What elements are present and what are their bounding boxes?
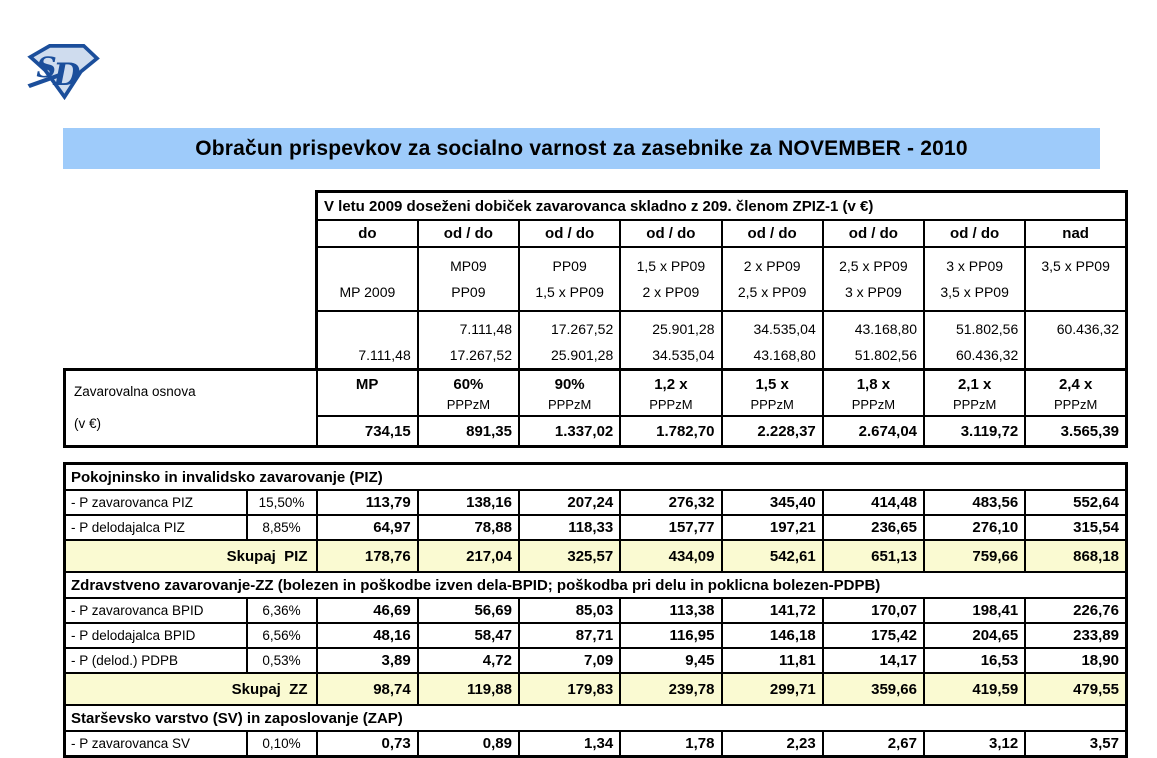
bound-top: 2,5 x PP09 xyxy=(839,258,908,274)
bound-bottom: PP09 xyxy=(451,284,486,300)
contrib-label: - P zavarovanca BPID xyxy=(65,598,247,623)
base-header-line2: PPPzM xyxy=(750,396,794,412)
base-label-line1: Zavarovalna osnova xyxy=(74,383,196,399)
bound-value-bottom: 34.535,04 xyxy=(652,347,715,363)
contrib-value: 9,45 xyxy=(620,648,721,673)
contrib-table-body xyxy=(65,464,1127,757)
base-header-line2: PPPzM xyxy=(851,396,896,412)
contrib-value: 276,32 xyxy=(620,490,721,515)
bound-cell xyxy=(418,247,519,311)
contrib-value: 87,71 xyxy=(519,623,620,648)
contrib-value: 146,18 xyxy=(722,623,823,648)
profit-header-row xyxy=(317,192,1127,221)
contrib-value: 14,17 xyxy=(823,648,924,673)
bound-cell xyxy=(317,247,418,311)
base-header-cell xyxy=(924,370,1025,417)
base-header-line2: PPPzM xyxy=(952,396,997,412)
bound-top xyxy=(320,253,415,279)
bound-row xyxy=(317,247,1127,311)
bound-value-cell xyxy=(620,311,721,374)
bound-value-cell xyxy=(1025,311,1126,374)
total-row xyxy=(65,673,1127,705)
bound-top: 3 x PP09 xyxy=(946,258,1004,274)
base-header-line1: 1,2 x xyxy=(654,375,688,393)
bound-bottom: 2,5 x PP09 xyxy=(737,284,807,300)
total-value: 542,61 xyxy=(722,540,823,572)
range-label-cell: od / do xyxy=(418,220,519,247)
bound-value-top: 51.802,56 xyxy=(955,321,1019,337)
total-value: 759,66 xyxy=(924,540,1025,572)
contrib-value: 1,34 xyxy=(519,731,620,757)
contrib-rate: 15,50% xyxy=(247,490,317,515)
bound-top: MP09 xyxy=(450,258,487,274)
section-header-row xyxy=(65,705,1127,731)
section-title: Pokojninsko in invalidsko zavarovanje (PIZ) xyxy=(65,464,1127,491)
total-value: 98,74 xyxy=(317,673,418,705)
contrib-value: 198,41 xyxy=(924,598,1025,623)
total-value: 651,13 xyxy=(823,540,924,572)
contrib-value: 483,56 xyxy=(924,490,1025,515)
total-value: 419,59 xyxy=(924,673,1025,705)
total-value: 239,78 xyxy=(620,673,721,705)
logo-letter-d: D xyxy=(53,57,81,94)
contrib-value: 16,53 xyxy=(924,648,1025,673)
section-header-row xyxy=(65,464,1127,491)
contrib-value: 197,21 xyxy=(722,515,823,540)
contrib-value: 2,23 xyxy=(722,731,823,757)
bound-cell xyxy=(722,247,823,311)
total-value: 325,57 xyxy=(519,540,620,572)
contrib-value: 11,81 xyxy=(722,648,823,673)
contrib-value: 4,72 xyxy=(418,648,519,673)
contrib-value: 236,65 xyxy=(823,515,924,540)
base-header-line2: PPPzM xyxy=(547,396,592,412)
contrib-value: 276,10 xyxy=(924,515,1025,540)
bound-bottom: 2 x PP09 xyxy=(642,284,700,300)
base-header-cell xyxy=(1025,370,1126,417)
contrib-value: 141,72 xyxy=(722,598,823,623)
range-label-cell: od / do xyxy=(924,220,1025,247)
contrib-value: 138,16 xyxy=(418,490,519,515)
base-label-cell xyxy=(65,370,317,447)
base-header-line2: PPPzM xyxy=(649,396,693,412)
contrib-value: 48,16 xyxy=(317,623,418,648)
contrib-value: 0,89 xyxy=(418,731,519,757)
logo-letter-s: S xyxy=(36,50,57,84)
section-title: Zdravstveno zavarovanje-ZZ (bolezen in poškodbe izven dela-BPID; poškodba pri delu in poklicna bolezen-PDPB) xyxy=(65,572,1127,598)
profit-table-body xyxy=(317,192,1127,374)
sd-logo xyxy=(26,42,100,100)
section-title: Starševsko varstvo (SV) in zaposlovanje (ZAP) xyxy=(65,705,1127,731)
bound-value-top: 60.436,32 xyxy=(1056,321,1119,337)
contrib-value: 113,38 xyxy=(620,598,721,623)
profit-table xyxy=(315,190,1128,375)
contrib-value: 46,69 xyxy=(317,598,418,623)
bound-cell xyxy=(519,247,620,311)
base-header-cell xyxy=(722,370,823,417)
contrib-value: 414,48 xyxy=(823,490,924,515)
bound-top: 1,5 x PP09 xyxy=(636,258,706,274)
base-header-line2: PPPzM xyxy=(446,396,491,412)
bound-value-top xyxy=(320,316,415,342)
base-header-line2: PPPzM xyxy=(1053,396,1098,412)
bound-value-bottom: 7.111,48 xyxy=(358,347,411,363)
bound-value-cell xyxy=(823,311,924,374)
contributions-table xyxy=(63,462,1128,758)
contrib-value: 56,69 xyxy=(418,598,519,623)
contrib-value: 2,67 xyxy=(823,731,924,757)
base-header-cell xyxy=(620,370,721,417)
total-value: 434,09 xyxy=(620,540,721,572)
contrib-rate: 8,85% xyxy=(247,515,317,540)
total-label: Skupaj PIZ xyxy=(65,540,317,572)
bound-value-cell xyxy=(519,311,620,374)
contrib-rate: 0,53% xyxy=(247,648,317,673)
base-header-cell xyxy=(823,370,924,417)
bound-top: 3,5 x PP09 xyxy=(1041,258,1110,274)
bound-bottom: 3,5 x PP09 xyxy=(940,284,1009,300)
bound-cell xyxy=(620,247,721,311)
contrib-value: 226,76 xyxy=(1025,598,1126,623)
range-label-cell: do xyxy=(317,220,418,247)
contrib-label: - P (delod.) PDPB xyxy=(65,648,247,673)
base-header-row xyxy=(65,370,1127,417)
base-value-cell: 1.337,02 xyxy=(519,416,620,447)
base-header-line1: 60% xyxy=(453,375,484,393)
base-header-line1: 1,8 x xyxy=(856,375,891,393)
contrib-value: 233,89 xyxy=(1025,623,1126,648)
title-banner xyxy=(63,128,1100,169)
contrib-row xyxy=(65,598,1127,623)
contrib-row xyxy=(65,648,1127,673)
contrib-value: 118,33 xyxy=(519,515,620,540)
contrib-value: 64,97 xyxy=(317,515,418,540)
contrib-value: 78,88 xyxy=(418,515,519,540)
contrib-value: 0,73 xyxy=(317,731,418,757)
base-value-cell: 2.228,37 xyxy=(722,416,823,447)
bound-bottom xyxy=(1028,279,1123,305)
bound-value-row xyxy=(317,311,1127,374)
contrib-label: - P delodajalca BPID xyxy=(65,623,247,648)
contrib-row xyxy=(65,623,1127,648)
section-header-row xyxy=(65,572,1127,598)
base-header-line2 xyxy=(320,395,415,413)
bound-cell xyxy=(823,247,924,311)
total-label: Skupaj ZZ xyxy=(65,673,317,705)
total-value: 479,55 xyxy=(1025,673,1126,705)
total-value: 299,71 xyxy=(722,673,823,705)
total-value: 217,04 xyxy=(418,540,519,572)
bound-value-cell xyxy=(722,311,823,374)
contrib-row xyxy=(65,515,1127,540)
contrib-value: 207,24 xyxy=(519,490,620,515)
contrib-value: 3,89 xyxy=(317,648,418,673)
bound-value-bottom xyxy=(1028,342,1123,368)
contrib-rate: 6,36% xyxy=(247,598,317,623)
bound-value-cell xyxy=(418,311,519,374)
base-header-line1: 2,1 x xyxy=(957,375,992,393)
contrib-value: 113,79 xyxy=(317,490,418,515)
contrib-value: 157,77 xyxy=(620,515,721,540)
base-header-cell xyxy=(317,370,418,417)
bound-value-top: 43.168,80 xyxy=(854,321,917,337)
profit-table-title: V letu 2009 doseženi dobiček zavarovanca skladno z 209. členom ZPIZ-1 (v €) xyxy=(317,192,1127,221)
contrib-label: - P zavarovanca PIZ xyxy=(65,490,247,515)
range-label-cell: od / do xyxy=(620,220,721,247)
base-header-line1: 1,5 x xyxy=(755,375,789,393)
base-header-line1: 2,4 x xyxy=(1058,375,1093,393)
contrib-label: - P delodajalca PIZ xyxy=(65,515,247,540)
bound-value-bottom: 25.901,28 xyxy=(550,347,614,363)
contrib-value: 345,40 xyxy=(722,490,823,515)
bound-value-bottom: 43.168,80 xyxy=(753,347,816,363)
contrib-row xyxy=(65,490,1127,515)
base-value-cell: 1.782,70 xyxy=(620,416,721,447)
contrib-value: 204,65 xyxy=(924,623,1025,648)
bound-bottom: 1,5 x PP09 xyxy=(535,284,604,300)
contrib-value: 116,95 xyxy=(620,623,721,648)
bound-top: PP09 xyxy=(552,258,587,274)
insurance-base-table xyxy=(63,368,1128,448)
page-title: Obračun prispevkov za socialno varnost za zasebnike za NOVEMBER - 2010 xyxy=(195,136,968,160)
base-value-cell: 891,35 xyxy=(418,416,519,447)
base-header-cell xyxy=(418,370,519,417)
base-value-cell: 3.119,72 xyxy=(924,416,1025,447)
contrib-value: 58,47 xyxy=(418,623,519,648)
contrib-value: 18,90 xyxy=(1025,648,1126,673)
contrib-rate: 6,56% xyxy=(247,623,317,648)
bound-cell xyxy=(1025,247,1126,311)
bound-value-top: 34.535,04 xyxy=(753,321,816,337)
base-header-cell xyxy=(519,370,620,417)
bound-bottom: MP 2009 xyxy=(339,284,396,300)
contrib-value: 175,42 xyxy=(823,623,924,648)
contrib-value: 3,57 xyxy=(1025,731,1126,757)
range-label-row xyxy=(317,220,1127,247)
bound-value-cell xyxy=(317,311,418,374)
base-label-line2: (v €) xyxy=(74,415,101,431)
contrib-value: 3,12 xyxy=(924,731,1025,757)
total-value: 179,83 xyxy=(519,673,620,705)
contrib-rate: 0,10% xyxy=(247,731,317,757)
bound-value-bottom: 60.436,32 xyxy=(955,347,1019,363)
bound-value-top: 7.111,48 xyxy=(459,321,512,337)
total-value: 178,76 xyxy=(317,540,418,572)
base-header-line1: 90% xyxy=(554,375,585,393)
bound-value-bottom: 51.802,56 xyxy=(854,347,917,363)
contrib-value: 315,54 xyxy=(1025,515,1126,540)
bound-value-top: 25.901,28 xyxy=(652,321,715,337)
contrib-value: 170,07 xyxy=(823,598,924,623)
base-value-cell: 3.565,39 xyxy=(1025,416,1126,447)
range-label-cell: od / do xyxy=(722,220,823,247)
bound-value-bottom: 17.267,52 xyxy=(449,347,512,363)
range-label-cell: od / do xyxy=(823,220,924,247)
range-label-cell: od / do xyxy=(519,220,620,247)
base-table-body xyxy=(65,370,1127,447)
bound-top: 2 x PP09 xyxy=(743,258,801,274)
base-value-cell: 734,15 xyxy=(317,416,418,447)
bound-bottom: 3 x PP09 xyxy=(844,284,902,300)
contrib-value: 7,09 xyxy=(519,648,620,673)
base-value-cell: 2.674,04 xyxy=(823,416,924,447)
contrib-row xyxy=(65,731,1127,757)
bound-cell xyxy=(924,247,1025,311)
bound-value-cell xyxy=(924,311,1025,374)
contrib-label: - P zavarovanca SV xyxy=(65,731,247,757)
base-header-line1: MP xyxy=(355,375,379,393)
total-value: 119,88 xyxy=(418,673,519,705)
total-value: 359,66 xyxy=(823,673,924,705)
contrib-value: 85,03 xyxy=(519,598,620,623)
contrib-value: 1,78 xyxy=(620,731,721,757)
total-row xyxy=(65,540,1127,572)
range-label-cell: nad xyxy=(1025,220,1126,247)
bound-value-top: 17.267,52 xyxy=(550,321,614,337)
contrib-value: 552,64 xyxy=(1025,490,1126,515)
total-value: 868,18 xyxy=(1025,540,1126,572)
